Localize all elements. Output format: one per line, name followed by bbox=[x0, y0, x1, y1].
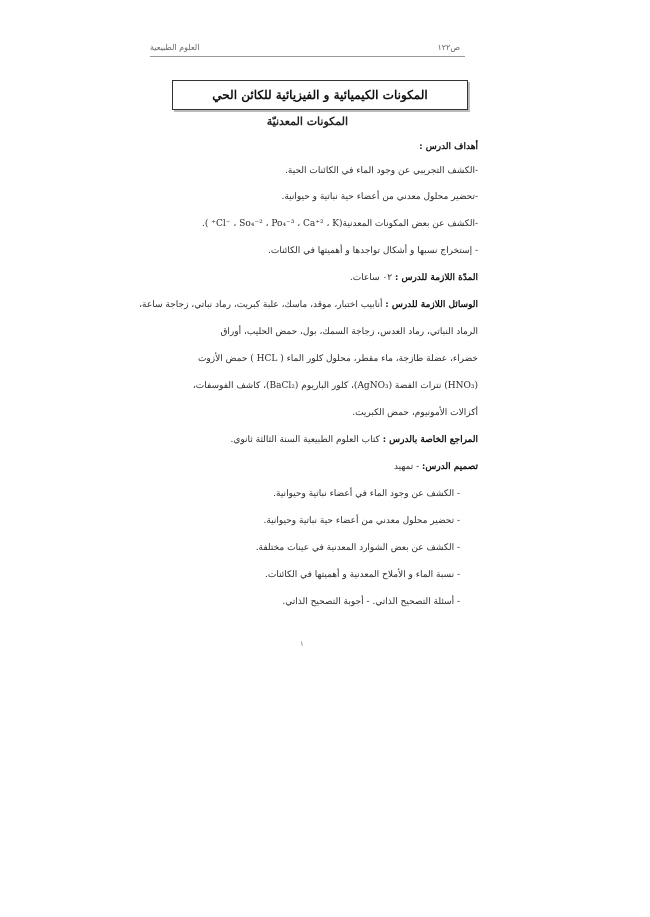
materials-line: الرماد النباتي، رماد العدس، زجاجة السمك، بول، حمض الحليب، أوراق bbox=[220, 327, 478, 337]
footer-page-mark: ١ bbox=[300, 640, 304, 648]
materials-line: أكزالات الأمونيوم، حمض الكبريت. bbox=[352, 408, 478, 418]
objective-item: -الكشف عن بعض المكونات المعدنية(Cl⁻ ، So₄⁻² ، Po₄⁻³ ، Ca⁺² ، K⁺ ). bbox=[202, 219, 478, 229]
lesson-title: المكونات الكيميائية و الفيزيائية للكائن الحي bbox=[212, 88, 428, 102]
references-label: المراجع الخاصة بالدرس : bbox=[382, 435, 478, 445]
design-item: - الكشف عن وجود الماء في أعضاء نباتية وحيوانية. bbox=[273, 489, 460, 499]
header-rule bbox=[150, 56, 465, 57]
design-item: - تحضير محلول معدني من أعضاء حية نباتية وحيوانية. bbox=[263, 516, 460, 526]
page-number: ص١٢٢ bbox=[437, 43, 460, 52]
design-label: تصميم الدرس: bbox=[422, 462, 478, 472]
objective-item: - إستخراج نسبها و أشكال تواجدها و أهميتها في الكائنات. bbox=[267, 246, 478, 256]
materials-line: الوسائل اللازمة للدرس : أنابيب اختبار، موقد، ماسك، علبة كبريت، رماد نباتي، زجاجة ساعة، bbox=[139, 300, 478, 310]
materials-line: (HNO₃) نترات الفضة (AgNO₃)، كلور الباريوم (BaCl₂)، كاشف الفوسفات، bbox=[192, 381, 478, 391]
lesson-title-box bbox=[172, 80, 468, 110]
objective-item: -تحضير محلول معدني من أعضاء حية نباتية و حيوانية. bbox=[281, 192, 478, 202]
references-line bbox=[120, 433, 478, 447]
design-intro: - تمهيد bbox=[393, 462, 420, 472]
materials-label: الوسائل اللازمة للدرس : bbox=[385, 300, 478, 310]
materials-line: خضراء، عضلة طازجة، ماء مقطر، محلول كلور الماء ( HCL ) حمض الأزوت bbox=[197, 354, 478, 364]
objective-item: -الكشف التجريبي عن وجود الماء في الكائنات الحية. bbox=[285, 166, 478, 176]
design-line bbox=[120, 460, 478, 474]
design-item: - أسئلة التصحيح الذاتي. - أجوبة التصحيح الذاتي. bbox=[282, 597, 460, 607]
objectives-heading: أهداف الدرس : bbox=[419, 142, 478, 152]
book-label: العلوم الطبيعية bbox=[150, 43, 200, 52]
duration-label: المدّة اللازمة للدرس : bbox=[395, 273, 478, 283]
design-item: - نسبة الماء و الأملاح المعدنية و أهميتها في الكائنات. bbox=[265, 570, 460, 580]
duration-line bbox=[120, 271, 478, 285]
design-item: - الكشف عن بعض الشوارد المعدنية في عينات مختلفة. bbox=[255, 543, 460, 553]
references-value: كتاب العلوم الطبيعية السنة الثالثة ثانوي. bbox=[230, 435, 380, 445]
duration-value: ٠٢ ساعات. bbox=[349, 273, 393, 283]
lesson-subtitle: المكونات المعدنيّة bbox=[266, 115, 348, 128]
